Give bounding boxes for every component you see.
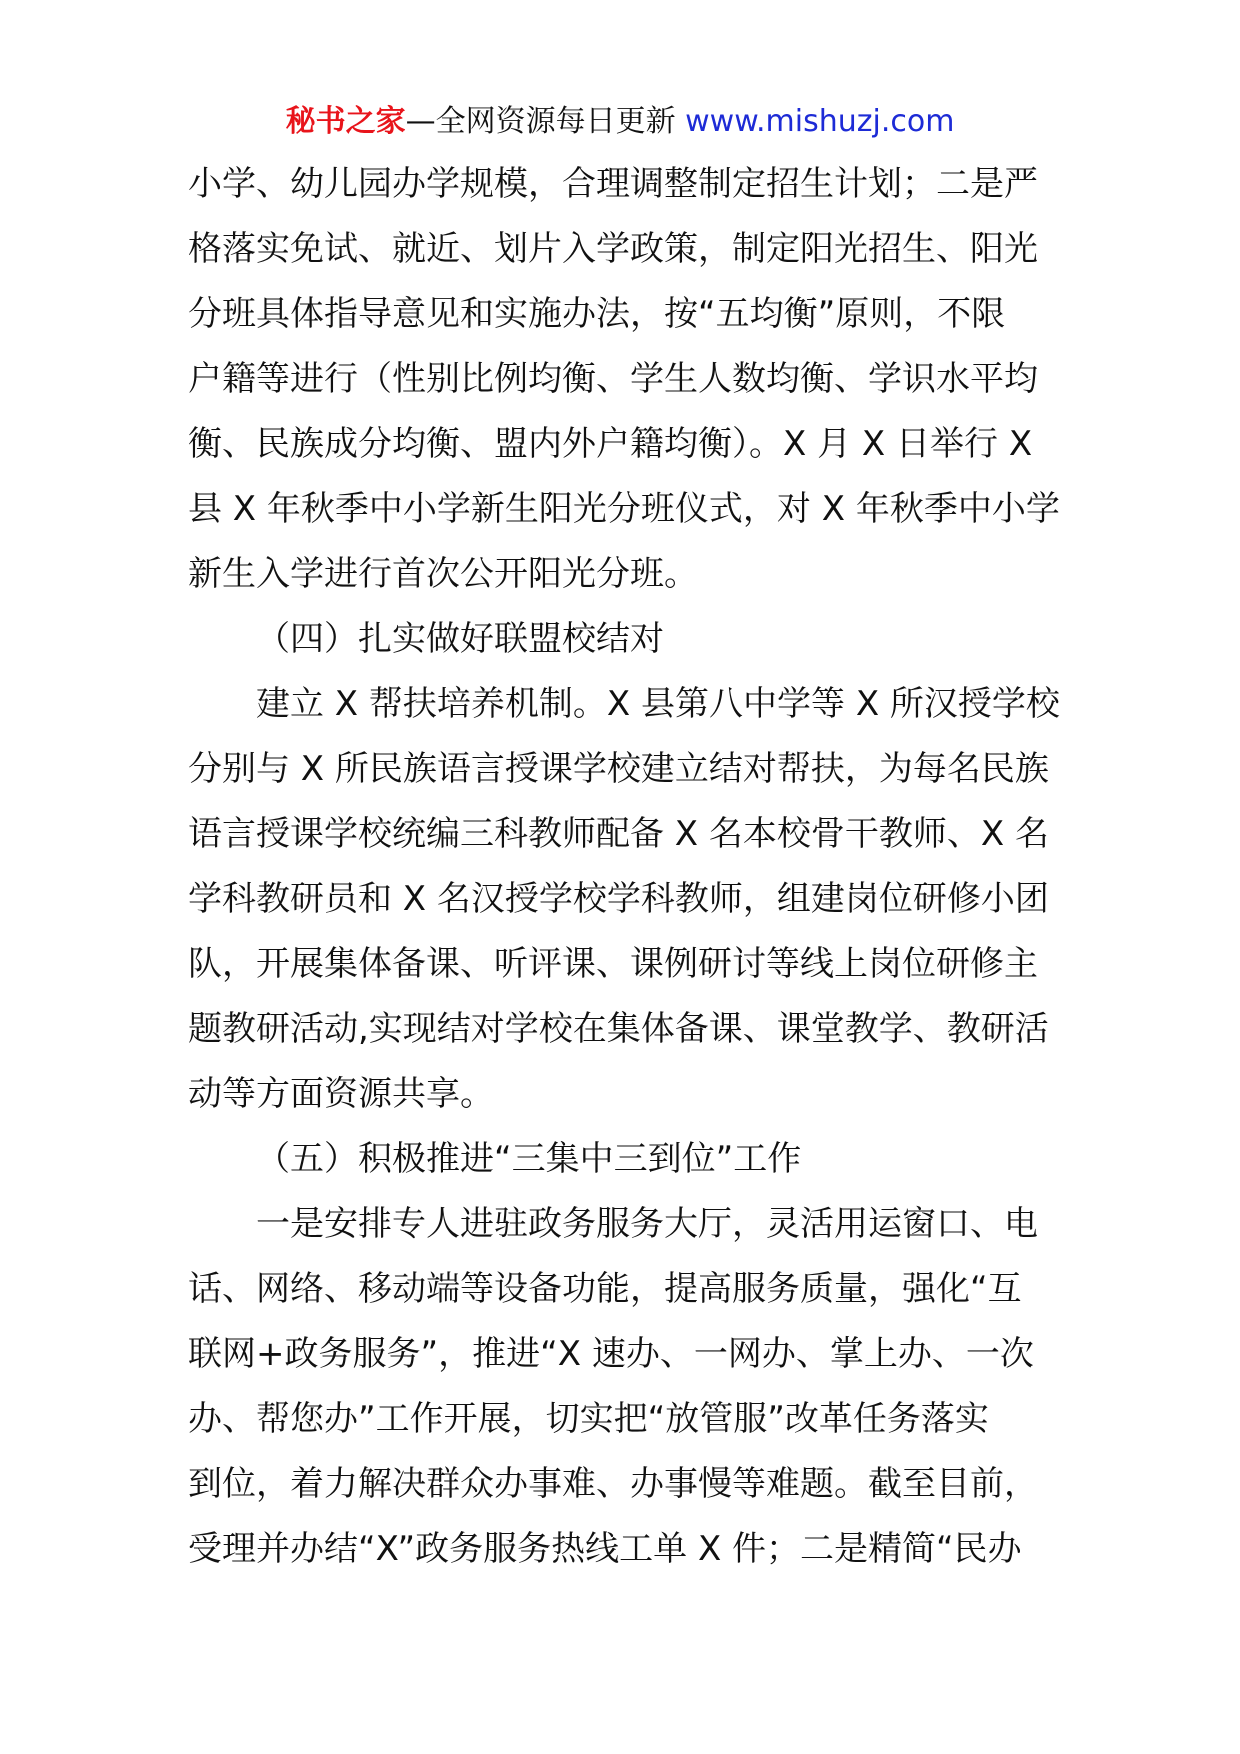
site-banner [0,100,1240,144]
text-line-20: 办、帮您办”工作开展，切实把“放管服”改革任务落实 [188,1399,989,1439]
text-line-11: 语言授课学校统编三科教师配备 X 名本校骨干教师、X 名 [188,814,1050,854]
text-line-13: 队，开展集体备课、听评课、课例研讨等线上岗位研修主 [188,944,1038,984]
text-line-17: 一是安排专人进驻政务服务大厅，灵活用运窗口、电 [256,1204,1038,1244]
text-line-14: 题教研活动,实现结对学校在集体备课、课堂教学、教研活 [188,1009,1049,1049]
text-line-9: 建立 X 帮扶培养机制。X 县第八中学等 X 所汉授学校 [256,684,1060,724]
text-line-5: 衡、民族成分均衡、盟内外户籍均衡）。X 月 X 日举行 X [188,424,1033,464]
section-heading-4: （四）扎实做好联盟校结对 [256,619,664,659]
text-line-10: 分别与 X 所民族语言授课学校建立结对帮扶，为每名民族 [188,749,1049,789]
text-line-19: 联网+政务服务”，推进“X 速办、一网办、掌上办、一次 [188,1334,1034,1374]
text-line-12: 学科教研员和 X 名汉授学校学科教师，组建岗位研修小团 [188,879,1049,919]
text-line-1: 小学、幼儿园办学规模，合理调整制定招生计划；二是严 [188,164,1038,204]
banner-tagline: —全网资源每日更新 [405,104,686,139]
site-url-link[interactable]: www.mishuzj.com [685,104,955,139]
document-body [188,152,1068,1582]
text-line-4: 户籍等进行（性别比例均衡、学生人数均衡、学识水平均 [188,359,1038,399]
section-heading-5: （五）积极推进“三集中三到位”工作 [256,1139,802,1179]
text-line-15: 动等方面资源共享。 [188,1074,494,1114]
brand-name: 秘书之家 [285,104,406,139]
text-line-21: 到位，着力解决群众办事难、办事慢等难题。截至目前， [188,1464,1038,1504]
text-line-18: 话、网络、移动端等设备功能，提高服务质量，强化“互 [188,1269,1022,1309]
text-line-2: 格落实免试、就近、划片入学政策，制定阳光招生、阳光 [188,229,1038,269]
text-line-7: 新生入学进行首次公开阳光分班。 [188,554,698,594]
text-line-3: 分班具体指导意见和实施办法，按“五均衡”原则，不限 [188,294,1006,334]
text-line-6: 县 X 年秋季中小学新生阳光分班仪式，对 X 年秋季中小学 [188,489,1060,529]
text-line-22: 受理并办结“X”政务服务热线工单 X 件；二是精简“民办 [188,1529,1022,1569]
